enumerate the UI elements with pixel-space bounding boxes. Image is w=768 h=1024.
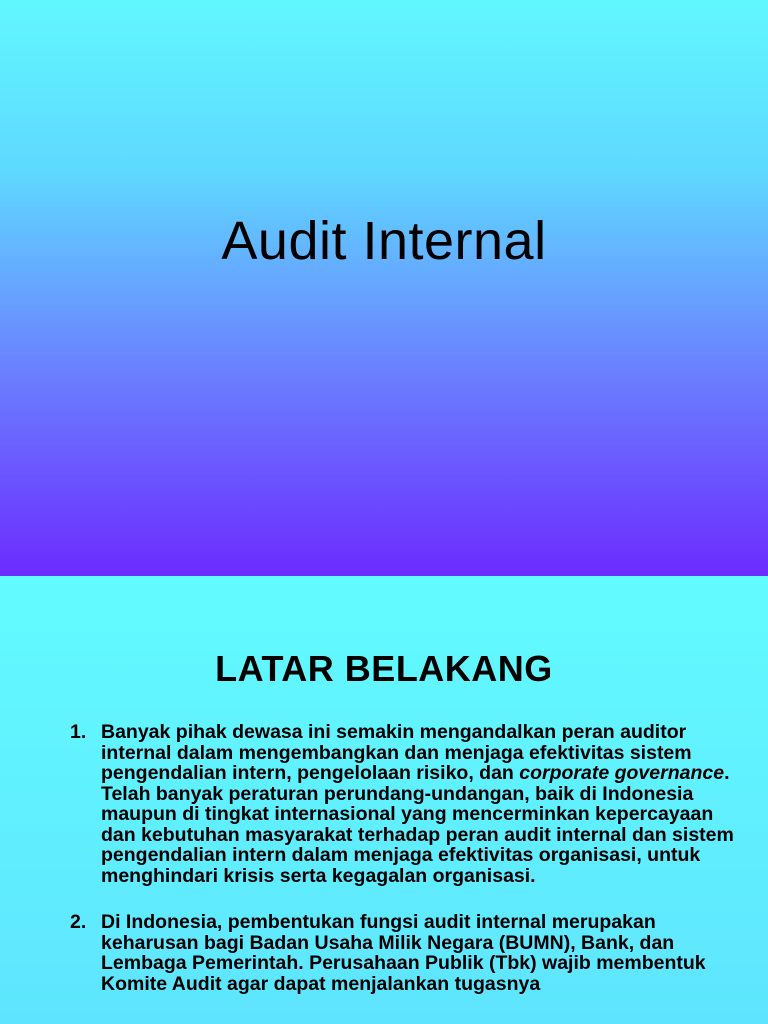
list-item-number: 1. <box>70 721 87 743</box>
list-item <box>64 722 744 886</box>
list-item <box>64 912 744 994</box>
list-item-text <box>101 721 734 887</box>
list-item-text-part: Banyak pihak dewasa ini semakin mengandalkan peran auditor internal dalam mengembangkan dan menjaga efektivitas sistem pengendalian intern, pengelolaan risiko, dan <box>101 721 692 784</box>
slide-heading: LATAR BELAKANG <box>215 648 553 689</box>
content-slide <box>0 576 768 1024</box>
list-item-italic-text: corporate governance <box>519 762 725 784</box>
slide-title: Audit Internal <box>221 211 547 271</box>
numbered-list <box>64 722 744 994</box>
list-item-number: 2. <box>70 911 87 933</box>
list-item-text-part: . Telah banyak peraturan perundang-undangan, baik di Indonesia maupun di tingkat internasional yang mencerminkan kepercayaan dan kebutuhan masyarakat terhadap peran audit internal dan sistem pengendalian intern dalam menjaga efektivitas organisasi, untuk menghindari krisis serta kegagalan organisasi. <box>101 762 734 887</box>
list-item-text: Di Indonesia, pembentukan fungsi audit internal merupakan keharusan bagi Badan Usaha Milik Negara (BUMN), Bank, dan Lembaga Pemerintah. Perusahaan Publik (Tbk) wajib membentuk Komite Audit agar dapat menjalankan tugasnya <box>101 911 706 995</box>
